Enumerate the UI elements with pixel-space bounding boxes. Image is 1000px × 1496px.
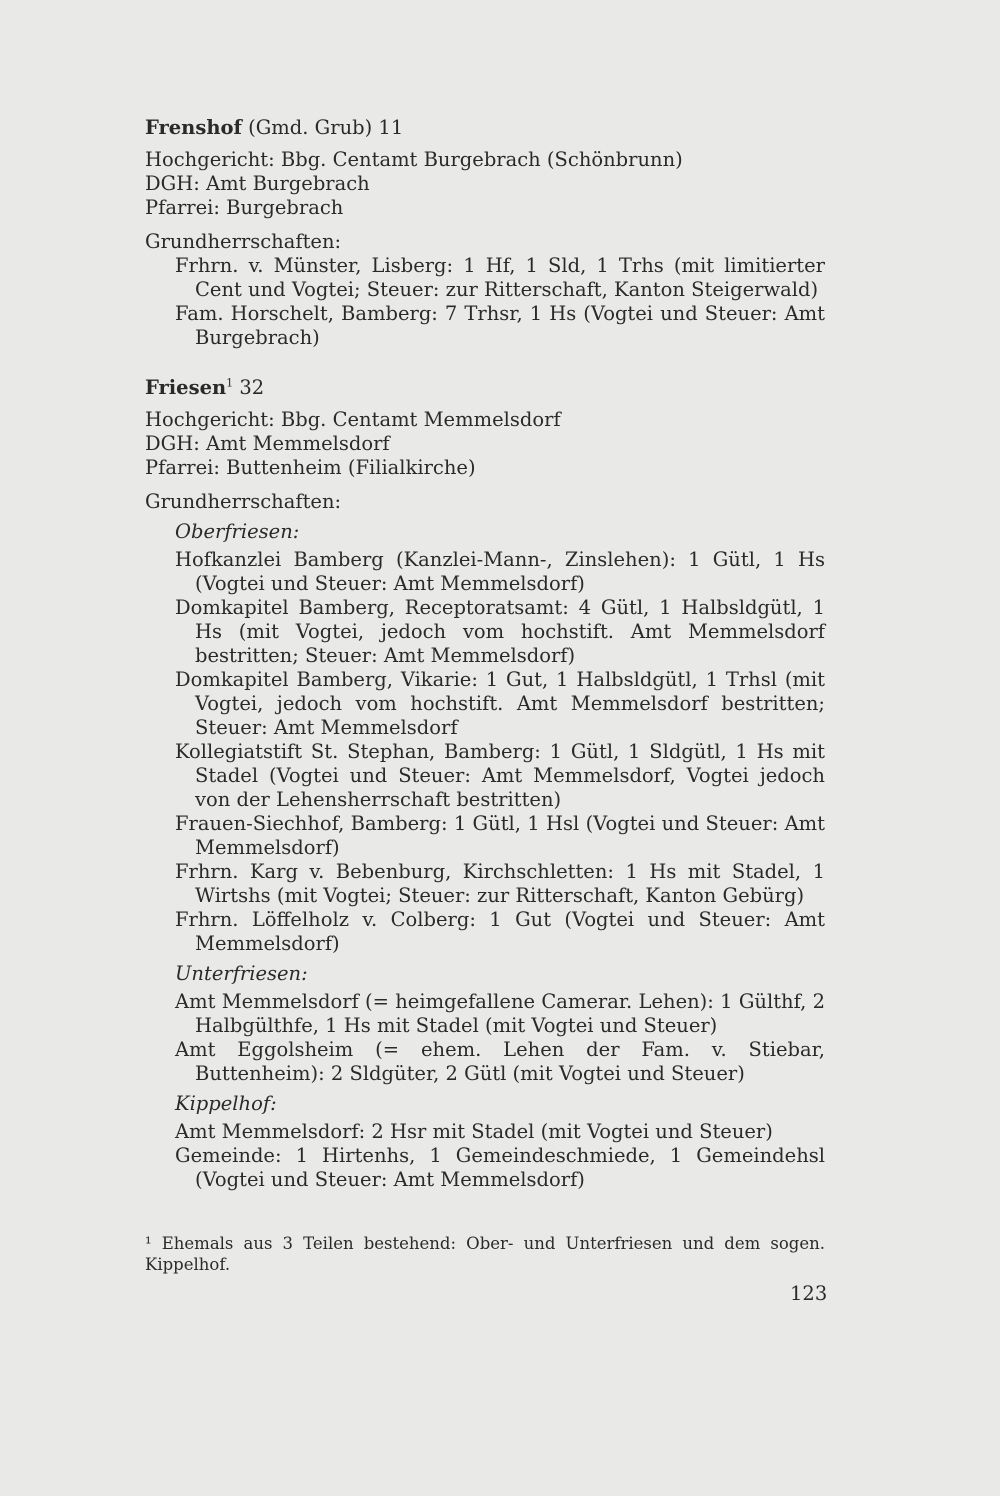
owner-entry: Fam. Horschelt, Bamberg: 7 Trhsr, 1 Hs (Vogtei und Steuer: Amt Burgebrach)	[175, 302, 825, 349]
owner-entry: Gemeinde: 1 Hirtenhs, 1 Gemeindeschmiede, 1 Gemeindehsl (Vogtei und Steuer: Amt Memmelsdorf)	[175, 1144, 825, 1191]
owner-entry: Amt Memmelsdorf (= heimgefallene Camerar. Lehen): 1 Gülthf, 2 Halbgülthfe, 1 Hs mit Stadel (mit Vogtei und Steuer)	[175, 990, 825, 1037]
owner-entry: Frauen-Siechhof, Bamberg: 1 Gütl, 1 Hsl (Vogtei und Steuer: Amt Memmelsdorf)	[175, 812, 825, 859]
hochgericht-line: Hochgericht: Bbg. Centamt Memmelsdorf	[145, 408, 561, 431]
grundherrschaften-label: Grundherrschaften:	[145, 490, 342, 513]
dgh-line: DGH: Amt Memmelsdorf	[145, 432, 390, 455]
entry-suffix: (Gmd. Grub) 11	[248, 116, 404, 139]
page-number: 123	[790, 1282, 828, 1305]
dgh-line: DGH: Amt Burgebrach	[145, 172, 370, 195]
grundherrschaften-label: Grundherrschaften:	[145, 230, 342, 253]
owner-entry: Frhrn. Karg v. Bebenburg, Kirchschletten: 1 Hs mit Stadel, 1 Wirtshs (mit Vogtei; Steuer: zur Ritterschaft, Kanton Gebürg)	[175, 860, 825, 907]
hochgericht-line: Hochgericht: Bbg. Centamt Burgebrach (Schönbrunn)	[145, 148, 683, 171]
owner-entry: Amt Eggolsheim (= ehem. Lehen der Fam. v. Stiebar, Buttenheim): 2 Sldgüter, 2 Gütl (mit Vogtei und Steuer)	[175, 1038, 825, 1085]
owner-entry: Amt Memmelsdorf: 2 Hsr mit Stadel (mit Vogtei und Steuer)	[175, 1120, 773, 1143]
entry-name: Friesen	[145, 376, 227, 399]
entry-name: Frenshof	[145, 116, 242, 139]
owner-entry: Kollegiatstift St. Stephan, Bamberg: 1 Gütl, 1 Sldgütl, 1 Hs mit Stadel (Vogtei und Steuer: Amt Memmelsdorf, Vogtei jedoch von der Lehensherrschaft bestritten)	[175, 740, 825, 811]
owner-entry: Frhrn. v. Münster, Lisberg: 1 Hf, 1 Sld, 1 Trhs (mit limitierter Cent und Vogtei; Steuer: zur Ritterschaft, Kanton Steigerwald)	[175, 254, 825, 301]
main-text	[145, 116, 825, 1192]
owner-entry: Frhrn. Löffelholz v. Colberg: 1 Gut (Vogtei und Steuer: Amt Memmelsdorf)	[175, 908, 825, 955]
section-title: Unterfriesen:	[175, 962, 308, 985]
owner-entry: Domkapitel Bamberg, Vikarie: 1 Gut, 1 Halbsldgütl, 1 Trhsl (mit Vogtei, jedoch vom hochstift. Amt Memmelsdorf bestritten; Steuer: Amt Memmelsdorf	[175, 668, 825, 739]
owner-entry: Domkapitel Bamberg, Receptoratsamt: 4 Gütl, 1 Halbsldgütl, 1 Hs (mit Vogtei, jedoch vom hochstift. Amt Memmelsdorf bestritten; Steuer: Amt Memmelsdorf)	[175, 596, 825, 667]
owner-entry: Hofkanzlei Bamberg (Kanzlei-Mann-, Zinslehen): 1 Gütl, 1 Hs (Vogtei und Steuer: Amt Memmelsdorf)	[175, 548, 825, 595]
entry-suffix: 32	[239, 376, 265, 399]
pfarrei-line: Pfarrei: Burgebrach	[145, 196, 344, 219]
footnote: ¹ Ehemals aus 3 Teilen bestehend: Ober- und Unterfriesen und dem sogen. Kippelhof.	[145, 1233, 825, 1274]
footnote-mark: 1	[226, 376, 234, 390]
section-title: Oberfriesen:	[175, 520, 300, 543]
section-title: Kippelhof:	[175, 1092, 277, 1115]
pfarrei-line: Pfarrei: Buttenheim (Filialkirche)	[145, 456, 476, 479]
entry-heading-frenshof	[145, 116, 825, 140]
entry-heading-friesen	[145, 376, 825, 400]
